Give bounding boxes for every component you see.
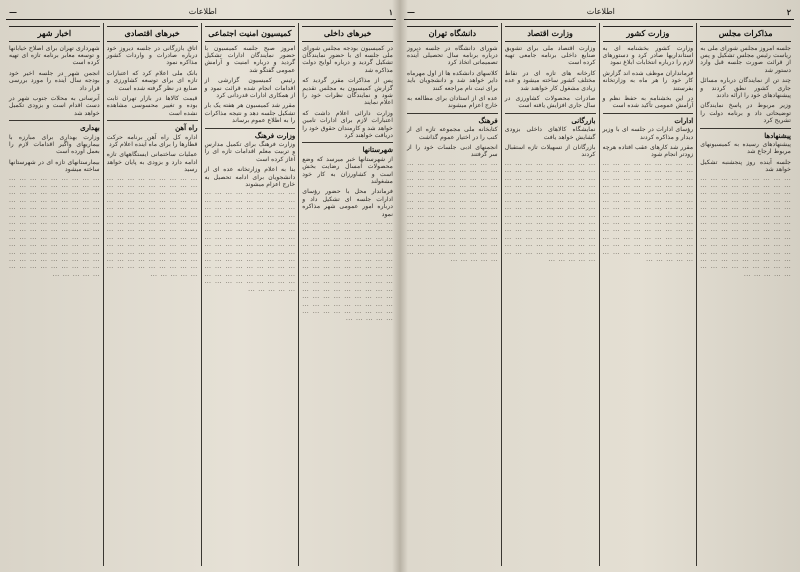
column-divider (205, 128, 296, 129)
article-paragraph: وزیر مربوط در پاسخ نمایندگان توضیحاتی داد و برنامه دولت را تشریح کرد (700, 102, 791, 125)
article-column (501, 23, 599, 566)
newsprint-texture: ··· ··· ··· ··· ··· ··· ··· ··· ··· ··· ··· ··· ··· ··· ··· ··· ··· ··· ··· ··· ··· ··· ··· ··· ··· ··· ··· ··· ··· ··· ··· ··· ··· ··· ··· ··· ··· ··· ··· ··· ··· ··· ··· ··· ··· ··· ··· ··· ··· ··· ··· ··· ··· ··· ··· ··· ··· ··· ··· ··· ··· ··· ··· ··· ··· ··· ··· ··· ··· ··· ··· ··· ··· ··· ··· ··· ··· ··· ··· ··· ··· ··· ··· ··· ··· ··· ··· ··· ··· ··· ··· ··· ··· ··· ··· ··· ··· ··· ··· ··· ··· ··· ··· ··· ··· ··· ··· ··· ··· ··· ··· ··· ··· ··· ··· ··· ··· ··· ··· ··· ··· ··· (407, 161, 498, 266)
article-subheading: بهداری (80, 123, 100, 133)
article-paragraph: پیشنهادهای رسیده به کمیسیونهای مربوط ارجاع شد (700, 140, 791, 156)
article-paragraph: نمایشگاه کالاهای داخلی بزودی گشایش خواهد یافت (504, 126, 596, 141)
column-divider (302, 142, 393, 143)
newsprint-texture: ··· ··· ··· ··· ··· ··· ··· ··· ··· ··· ··· ··· ··· ··· ··· ··· ··· ··· ··· ··· ··· ··· ··· ··· ··· ··· ··· ··· ··· ··· ··· ··· ··· ··· ··· ··· ··· ··· ··· ··· ··· ··· ··· ··· ··· ··· ··· ··· ··· ··· ··· ··· ··· ··· ··· ··· ··· ··· ··· ··· ··· ··· ··· ··· ··· ··· ··· ··· ··· ··· ··· ··· ··· ··· ··· ··· ··· ··· ··· ··· ··· ··· ··· ··· ··· ··· ··· ··· ··· ··· ··· ··· ··· ··· ··· ··· ··· ··· ··· ··· ··· ··· ··· ··· ··· ··· ··· ··· ··· ··· ··· ··· ··· ··· ··· ··· ··· ··· ··· ··· ··· ··· (106, 176, 198, 280)
article-paragraph: بنا به اعلام وزارتخانه عده ای از دانشجویان برای ادامه تحصیل به خارج اعزام میشوند (204, 166, 296, 188)
article-paragraph: چند تن از نمایندگان درباره مسائل جاری کشور نطق کردند و پیشنهادهای خود را ارائه دادند (700, 77, 791, 99)
article-subheading: فرهنگ (478, 115, 498, 125)
right-page-number: ۲ (786, 7, 791, 17)
article-paragraph: فرماندار محل با حضور رؤسای ادارات جلسه ای تشکیل داد و درباره امور عمومی شهر مذاکره نمود (302, 188, 393, 218)
article-paragraph: از شهرستانها خبر میرسد که وضع محصولات امسال رضایت بخش است و کشاورزان به کار خود مشغولند (302, 155, 393, 185)
article-heading: خبرهای داخلی (302, 26, 393, 42)
left-page (6, 6, 396, 566)
right-page-columns (404, 23, 794, 566)
newsprint-texture: ··· ··· ··· ··· ··· ··· ··· ··· ··· ··· ··· ··· ··· ··· ··· ··· ··· ··· ··· ··· ··· ··· ··· ··· ··· ··· ··· ··· ··· ··· ··· ··· ··· ··· ··· ··· ··· ··· ··· ··· ··· ··· ··· ··· ··· ··· ··· ··· ··· ··· ··· ··· ··· ··· ··· ··· ··· ··· ··· ··· ··· ··· ··· ··· ··· ··· ··· ··· ··· ··· ··· ··· ··· ··· ··· ··· ··· ··· ··· ··· ··· ··· ··· ··· ··· ··· ··· ··· ··· ··· ··· ··· ··· ··· ··· ··· ··· ··· ··· ··· ··· ··· ··· ··· ··· ··· ··· ··· ··· ··· ··· ··· ··· ··· ··· ··· ··· ··· ··· ··· ··· ··· (302, 221, 393, 325)
article-paragraph: شهرداری تهران برای اصلاح خیابانها و توسعه معابر برنامه تازه ای تهیه کرده است (9, 44, 100, 67)
article-paragraph: امروز صبح جلسه کمیسیون با حضور نمایندگان ادارات تشکیل گردید و درباره امنیت و آرامش عمومی گفتگو شد (204, 44, 296, 74)
article-heading: اخبار شهر (9, 26, 100, 42)
left-page-number-repeat: — (9, 7, 17, 17)
article-heading: خبرهای اقتصادی (107, 26, 198, 42)
right-page-header-title: اطلاعات (586, 7, 615, 16)
article-subheading: شهرستانها (362, 145, 393, 155)
article-paragraph: بانک ملی اعلام کرد که اعتبارات تازه ای برای توسعه کشاورزی و صنایع در نظر گرفته شده است (106, 69, 198, 92)
article-heading: وزارت اقتصاد (505, 26, 596, 42)
article-column (599, 23, 697, 566)
article-paragraph: بازرگانان از تسهیلات تازه استقبال کردند (504, 143, 596, 159)
article-paragraph: کتابخانه ملی مجموعه تازه ای از کتب را در اختیار عموم گذاشت (407, 126, 498, 141)
article-subheading: پیشنهادها (764, 130, 791, 140)
article-paragraph: وزارت دارائی اعلام داشت که اعتبارات لازم برای ادارات تامین خواهد شد و کارمندان حقوق خود را دریافت خواهند کرد (302, 109, 393, 139)
left-page-header-title: اطلاعات (188, 7, 217, 16)
article-paragraph: کلاسهای دانشکده ها از اول مهرماه دایر خواهد شد و دانشجویان باید برای ثبت نام مراجعه کنند (407, 69, 498, 92)
article-paragraph: وزارت کشور بخشنامه ای به استانداریها صادر کرد و دستورهای لازم را درباره انتخابات ابلاغ نمود (602, 44, 694, 67)
article-paragraph: اتاق بازرگانی در جلسه دیروز خود درباره صادرات و واردات کشور مذاکره نمود (106, 44, 198, 67)
article-paragraph: رئیس کمیسیون گزارشی از اقدامات انجام شده قرائت نمود و از همکاری ادارات قدردانی کرد (204, 77, 296, 99)
column-divider (9, 120, 100, 121)
article-paragraph: مقرر شد کمیسیون هر هفته یک بار تشکیل جلسه دهد و نتیجه مذاکرات را به اطلاع عموم برساند (204, 102, 296, 125)
left-page-columns (6, 23, 396, 566)
article-heading: دانشگاه تهران (407, 26, 498, 42)
column-divider (505, 113, 596, 114)
article-paragraph: انجمن شهر در جلسه اخیر خود بودجه سال آینده را مورد بررسی قرار داد (9, 69, 100, 92)
article-subheading: بازرگانی (571, 115, 596, 125)
article-paragraph: پس از مذاکرات مقرر گردید که گزارش کمیسیون به مجلس تقدیم شود و نمایندگان نظرات خود را اعلام نمایند (302, 77, 393, 107)
newsprint-texture: ··· ··· ··· ··· ··· ··· ··· ··· ··· ··· ··· ··· ··· ··· ··· ··· ··· ··· ··· ··· ··· ··· ··· ··· ··· ··· ··· ··· ··· ··· ··· ··· ··· ··· ··· ··· ··· ··· ··· ··· ··· ··· ··· ··· ··· ··· ··· ··· ··· ··· ··· ··· ··· ··· ··· ··· ··· ··· ··· ··· ··· ··· ··· ··· ··· ··· ··· ··· ··· ··· ··· ··· ··· ··· ··· ··· ··· ··· ··· ··· ··· ··· ··· ··· ··· ··· ··· ··· ··· ··· ··· ··· ··· ··· ··· ··· ··· ··· ··· ··· ··· ··· ··· ··· ··· ··· ··· ··· ··· ··· ··· ··· ··· ··· ··· ··· ··· ··· ··· ··· ··· ··· (9, 176, 100, 280)
article-paragraph: کارخانه های تازه ای در نقاط مختلف کشور ساخته میشود و عده زیادی مشغول کار خواهند شد (504, 69, 596, 92)
article-paragraph: عملیات ساختمانی ایستگاههای تازه ادامه دارد و بزودی به پایان خواهد رسید (106, 151, 198, 174)
article-paragraph: جلسه امروز مجلس شورای ملی به ریاست رئیس مجلس تشکیل و پس از قرائت صورت جلسه قبل وارد دستور شد (700, 44, 791, 74)
article-paragraph: انجمنهای ادبی جلسات خود را از سر گرفتند (407, 143, 498, 159)
article-paragraph: قیمت کالاها در بازار تهران ثابت بوده و تغییر محسوسی مشاهده نشده است (106, 94, 198, 117)
article-column (298, 23, 396, 566)
article-paragraph: صادرات محصولات کشاورزی در سال جاری افزایش یافته است (504, 94, 596, 110)
column-divider (407, 113, 498, 114)
article-heading: مذاکرات مجلس (700, 26, 791, 42)
article-paragraph: جلسه آینده روز پنجشنبه تشکیل خواهد شد (700, 158, 791, 174)
right-page-number-repeat: — (407, 7, 415, 17)
column-divider (603, 113, 694, 114)
article-paragraph: در این بخشنامه به حفظ نظم و آرامش عمومی تأکید شده است (602, 94, 694, 110)
article-column (201, 23, 299, 566)
article-column (696, 23, 794, 566)
article-heading: وزارت کشور (603, 26, 694, 42)
article-paragraph: آبرسانی به محلات جنوب شهر در دست اقدام است و بزودی تکمیل خواهد شد (9, 94, 100, 117)
article-subheading: ادارات (674, 115, 694, 125)
newsprint-texture: ··· ··· ··· ··· ··· ··· ··· ··· ··· ··· ··· ··· ··· ··· ··· ··· ··· ··· ··· ··· ··· ··· ··· ··· ··· ··· ··· ··· ··· ··· ··· ··· ··· ··· ··· ··· ··· ··· ··· ··· ··· ··· ··· ··· ··· ··· ··· ··· ··· ··· ··· ··· ··· ··· ··· ··· ··· ··· ··· ··· ··· ··· ··· ··· ··· ··· ··· ··· ··· ··· ··· ··· ··· ··· ··· ··· ··· ··· ··· ··· ··· ··· ··· ··· ··· ··· ··· ··· ··· ··· ··· ··· ··· ··· ··· ··· ··· ··· ··· ··· ··· ··· ··· ··· ··· ··· ··· ··· ··· ··· ··· ··· ··· ··· ··· ··· ··· ··· ··· ··· ··· ··· (700, 176, 791, 280)
article-paragraph: اداره کل راه آهن برنامه حرکت قطارها را برای ماه آینده اعلام کرد (106, 133, 198, 148)
article-heading: کمیسیون امنیت اجتماعی (205, 26, 296, 42)
article-paragraph: عده ای از استادان برای مطالعه به خارج اعزام میشوند (407, 94, 498, 110)
article-paragraph: فرمانداران موظف شده اند گزارش کار خود را هر ماه به وزارتخانه بفرستند (602, 69, 694, 92)
column-divider (107, 120, 198, 121)
article-paragraph: بیمارستانهای تازه ای در شهرستانها ساخته میشود (9, 158, 100, 174)
article-paragraph: مقرر شد کارهای عقب افتاده هرچه زودتر انجام شود (602, 143, 694, 159)
article-paragraph: وزارت اقتصاد ملی برای تشویق صنایع داخلی برنامه جامعی تهیه کرده است (504, 44, 596, 67)
article-paragraph: وزارت فرهنگ برای تکمیل مدارس و تربیت معلم اقدامات تازه ای را آغاز کرده است (204, 140, 296, 163)
article-paragraph: رؤسای ادارات در جلسه ای با وزیر دیدار و مذاکره کردند (602, 126, 694, 141)
right-page (404, 6, 794, 566)
left-page-number: ۱ (388, 7, 393, 17)
article-column (6, 23, 103, 566)
article-column (404, 23, 501, 566)
article-subheading: وزارت فرهنگ (254, 130, 296, 140)
article-column (103, 23, 201, 566)
newsprint-texture: ··· ··· ··· ··· ··· ··· ··· ··· ··· ··· ··· ··· ··· ··· ··· ··· ··· ··· ··· ··· ··· ··· ··· ··· ··· ··· ··· ··· ··· ··· ··· ··· ··· ··· ··· ··· ··· ··· ··· ··· ··· ··· ··· ··· ··· ··· ··· ··· ··· ··· ··· ··· ··· ··· ··· ··· ··· ··· ··· ··· ··· ··· ··· ··· ··· ··· ··· ··· ··· ··· ··· ··· ··· ··· ··· ··· ··· ··· ··· ··· ··· ··· ··· ··· ··· ··· ··· ··· ··· ··· ··· ··· ··· ··· ··· ··· ··· ··· ··· ··· ··· ··· ··· ··· ··· ··· ··· ··· ··· ··· ··· ··· ··· ··· ··· ··· ··· ··· ··· ··· ··· ··· (602, 161, 694, 266)
newsprint-texture: ··· ··· ··· ··· ··· ··· ··· ··· ··· ··· ··· ··· ··· ··· ··· ··· ··· ··· ··· ··· ··· ··· ··· ··· ··· ··· ··· ··· ··· ··· ··· ··· ··· ··· ··· ··· ··· ··· ··· ··· ··· ··· ··· ··· ··· ··· ··· ··· ··· ··· ··· ··· ··· ··· ··· ··· ··· ··· ··· ··· ··· ··· ··· ··· ··· ··· ··· ··· ··· ··· ··· ··· ··· ··· ··· ··· ··· ··· ··· ··· ··· ··· ··· ··· ··· ··· ··· ··· ··· ··· ··· ··· ··· ··· ··· ··· ··· ··· ··· ··· ··· ··· ··· ··· ··· ··· ··· ··· ··· ··· ··· ··· ··· ··· ··· ··· ··· ··· ··· ··· ··· ··· (204, 191, 296, 295)
article-paragraph: در کمیسیون بودجه مجلس شورای ملی جلسه ای با حضور نمایندگان تشکیل گردید و درباره لوایح دولت مذاکره شد (302, 44, 393, 74)
left-page-header (6, 6, 396, 20)
column-divider (700, 128, 791, 129)
article-paragraph: شورای دانشگاه در جلسه دیروز درباره برنامه سال تحصیلی آینده تصمیماتی اتخاذ کرد (407, 44, 498, 67)
newsprint-texture: ··· ··· ··· ··· ··· ··· ··· ··· ··· ··· ··· ··· ··· ··· ··· ··· ··· ··· ··· ··· ··· ··· ··· ··· ··· ··· ··· ··· ··· ··· ··· ··· ··· ··· ··· ··· ··· ··· ··· ··· ··· ··· ··· ··· ··· ··· ··· ··· ··· ··· ··· ··· ··· ··· ··· ··· ··· ··· ··· ··· ··· ··· ··· ··· ··· ··· ··· ··· ··· ··· ··· ··· ··· ··· ··· ··· ··· ··· ··· ··· ··· ··· ··· ··· ··· ··· ··· ··· ··· ··· ··· ··· ··· ··· ··· ··· ··· ··· ··· ··· ··· ··· ··· ··· ··· ··· ··· ··· ··· ··· ··· ··· ··· ··· ··· ··· ··· ··· ··· ··· ··· ··· (504, 161, 596, 266)
article-subheading: راه آهن (175, 123, 198, 133)
article-paragraph: وزارت بهداری برای مبارزه با بیماریهای واگیر اقدامات لازم را بعمل آورده است (9, 133, 100, 156)
right-page-header (404, 6, 794, 20)
